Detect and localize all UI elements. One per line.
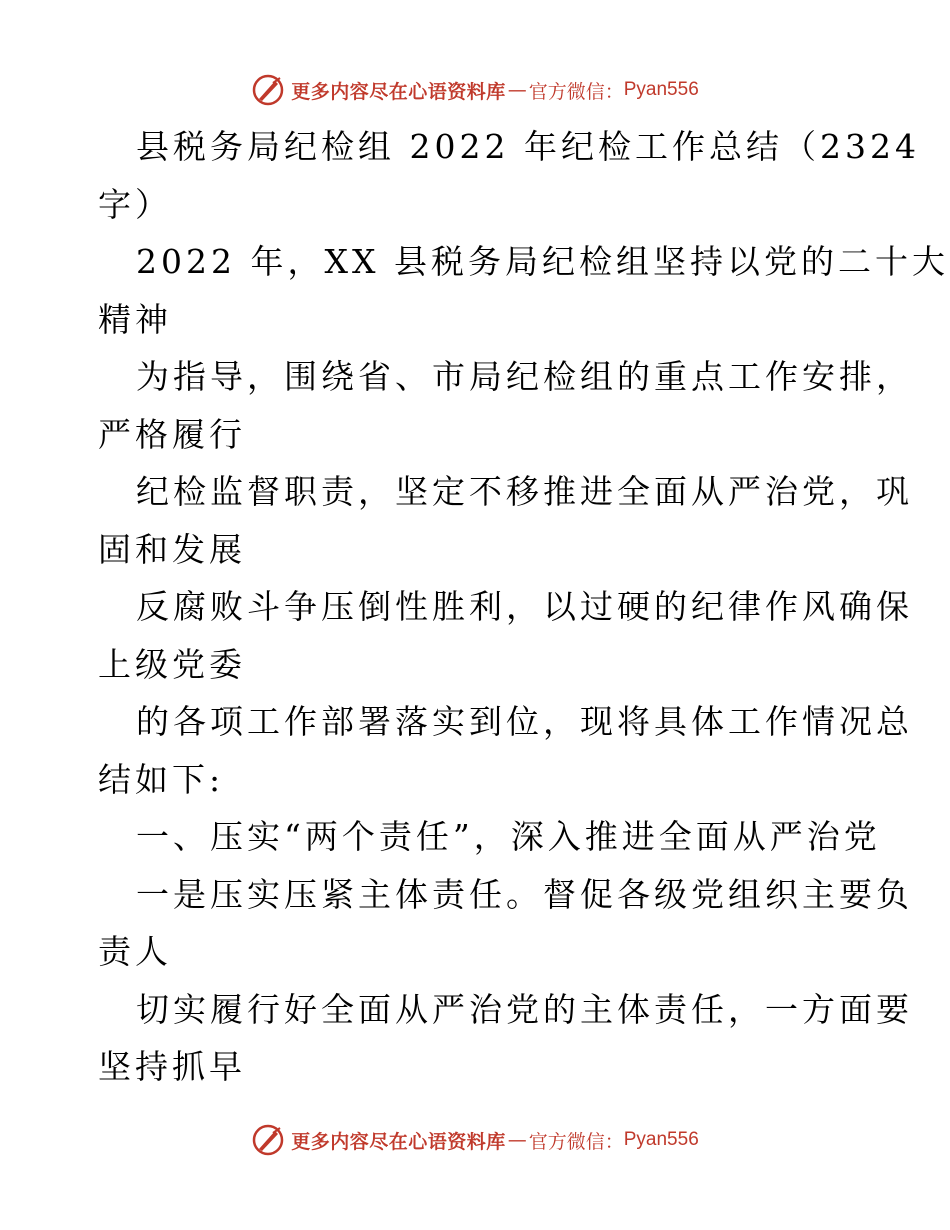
document-line: 上级党委	[98, 644, 246, 684]
footer-banner	[0, 1118, 950, 1162]
banner-text: 更多内容尽在心语资料库	[291, 80, 506, 103]
header-banner	[0, 68, 950, 112]
document-line: 纪检监督职责，坚定不移推进全面从严治党，巩	[136, 472, 913, 511]
document-line: 县税务局纪检组 2022 年纪检工作总结（2324	[136, 127, 920, 166]
document-line: 结如下:	[98, 759, 225, 799]
document-body	[98, 118, 949, 1096]
document-line: 为指导，围绕省、市局纪检组的重点工作安排，	[136, 357, 913, 396]
document-line: 反腐败斗争压倒性胜利，以过硬的纪律作风确保	[136, 587, 913, 626]
banner-wechat-label: 官方微信：	[528, 1130, 624, 1153]
quill-pen-logo-icon	[251, 1123, 285, 1157]
document-line: 精神	[98, 299, 172, 339]
banner-wechat-id: Pyan556	[623, 1129, 699, 1150]
banner-separator: —	[507, 1129, 527, 1151]
document-line: 严格履行	[98, 414, 246, 454]
document-line: 一是压实压紧主体责任。督促各级党组织主要负	[136, 874, 913, 914]
document-line: 固和发展	[98, 529, 246, 569]
quill-pen-logo-icon	[251, 73, 285, 107]
document-line: 2022 年，XX 县税务局纪检组坚持以党的二十大	[136, 242, 949, 281]
section-heading: 一、压实“两个责任”，深入推进全面从严治党	[136, 817, 881, 856]
banner-text: 更多内容尽在心语资料库	[291, 1130, 506, 1153]
document-line: 字）	[98, 184, 172, 224]
document-line: 责人	[98, 932, 172, 971]
document-line: 的各项工作部署落实到位，现将具体工作情况总	[136, 702, 913, 741]
banner-separator: —	[507, 79, 527, 101]
document-line: 坚持抓早	[98, 1047, 246, 1086]
banner-wechat-label: 官方微信：	[528, 80, 624, 103]
document-line: 切实履行好全面从严治党的主体责任，一方面要	[136, 989, 913, 1029]
banner-wechat-id: Pyan556	[623, 79, 699, 100]
